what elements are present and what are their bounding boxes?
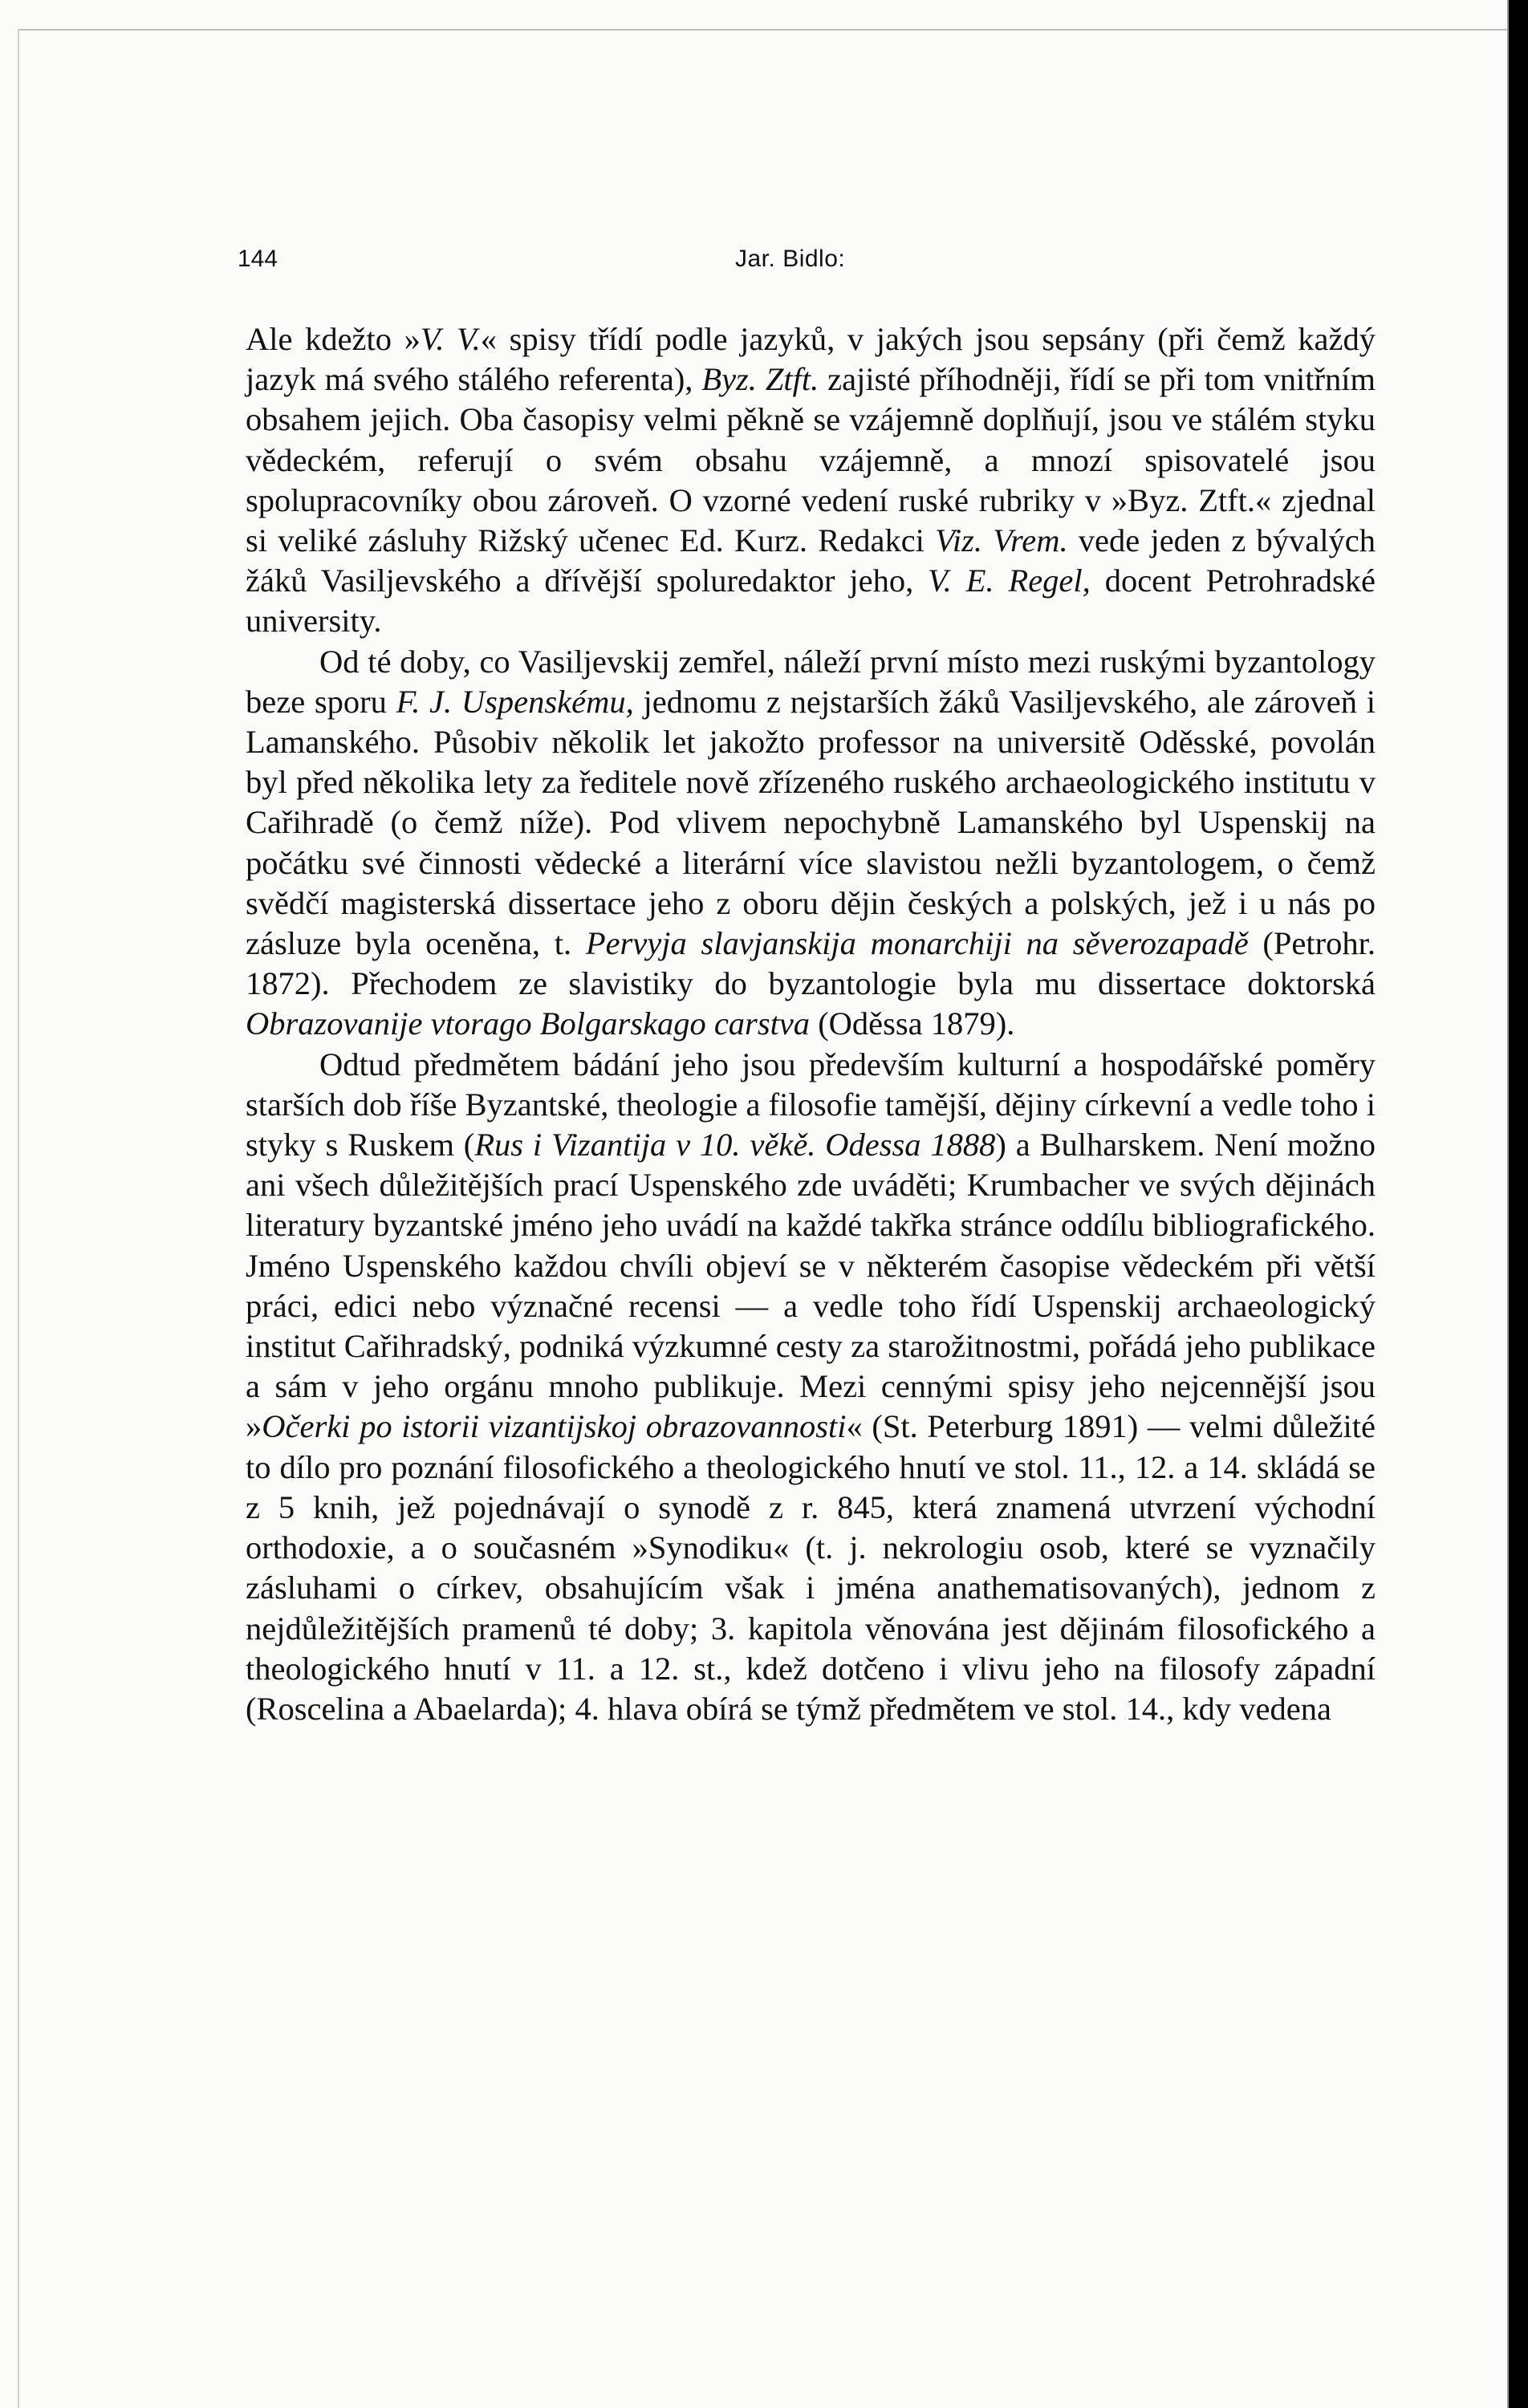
text-run: Odtud předmětem bádání jeho jsou především kulturní a hospodářské poměry starších dob říše Byzantské, theologie a filosofie tamější, dějiny církevní a vedle toho i styky s Ruskem ( <box>246 1046 1376 1163</box>
text-run: vede jeden z bývalých žáků Vasiljevského a dřívější spoluredaktor jeho, <box>246 522 1376 599</box>
italic-title: Rus i Vizantija v 10. věkě. Odessa 1888 <box>474 1127 996 1163</box>
paragraph <box>246 1045 1376 1729</box>
page-number: 144 <box>238 246 278 272</box>
italic-title: V. E. Regel, <box>928 562 1091 599</box>
text-run: (Oděssa 1879). <box>810 1005 1015 1042</box>
italic-title: Byz. Ztft. <box>701 361 819 398</box>
text-run: jednomu z nejstarších žáků Vasiljevského, ale zároveň i Lamanského. Působiv několik let jakožto professor na universitě Oděsské, povolán byl před několika lety za ředitele nově zřízeného ruského archaeologického institutu v Cařihradě (o čemž níže). Pod vlivem nepochybně Lamanského byl Uspenskij na počátku své činnosti vědecké a literární více slavistou nežli byzantologem, o čemž svědčí magisterská dissertace jeho z oboru dějin českých a polských, jež i u nás po zásluze byla oceněna, t. <box>246 683 1376 962</box>
paragraph <box>246 642 1376 1045</box>
text-run: ) a Bulharskem. Není možno ani všech důležitějších prací Uspenského zde uváděti; Krumbacher ve svých dějinách literatury byzantské jméno jeho uvádí na každé takřka stránce oddílu bibliografického. Jméno Uspenského každou chvíli objeví se v některém časopise vědeckém při větší práci, edici nebo význačné recensi — a vedle toho řídí Uspenskij archaeologický institut Cařihradský, podniká výzkumné cesty za starožitnostmi, pořádá jeho publikace a sám v jeho orgánu mnoho publikuje. Mezi cennými spisy jeho nejcennější jsou » <box>246 1127 1376 1445</box>
body-text <box>246 319 1376 1729</box>
text-run: Ale kdežto » <box>246 321 421 357</box>
text-run: Od té doby, co Vasiljevskij zemřel, náleží první místo mezi ruskými byzantology beze sporu <box>246 643 1376 720</box>
text-run: « spisy třídí podle jazyků, v jakých jsou sepsány (při čemž každý jazyk má svého stálého referenta), <box>246 321 1376 398</box>
page-header <box>238 246 1380 281</box>
text-run: zajisté příhodněji, řídí se při tom vnitřním obsahem jejich. Oba časopisy velmi pěkně se vzájemně doplňují, jsou ve stálém styku vědeckém, referují o svém obsahu vzájemně, a mnozí spisovatelé jsou spolupracovníky obou zároveň. O vzorné vedení ruské rubriky v »Byz. Ztft.« zjednal si veliké zásluhy Rižský učenec Ed. Kurz. Redakci <box>246 361 1376 559</box>
running-head: Jar. Bidlo: <box>735 246 846 272</box>
text-run: docent Petrohradské university. <box>246 562 1376 640</box>
text-run: « (St. Peterburg 1891) — velmi důležité to dílo pro poznání filosofického a theologického hnutí ve stol. 11., 12. a 14. skládá se z 5 knih, jež pojednávají o synodě z r. 845, která znamená utvrzení východní orthodoxie, a o současném »Synodiku« (t. j. nekrologiu osob, které se vyznačily zásluhami o církev, obsahujícím však i jména anathematisovaných), jednom z nejdůležitějších pramenů té doby; 3. kapitola věnována jest dějinám filosofického a theologického hnutí v 11. a 12. st., kdež dotčeno i vlivu jeho na filosofy západní (Roscelina a Abaelarda); 4. hlava obírá se týmž předmětem ve stol. 14., kdy vedena <box>246 1408 1376 1727</box>
text-run: (Petrohr. 1872). Přechodem ze slavistiky do byzantologie byla mu dissertace doktorská <box>246 925 1376 1002</box>
italic-title: Očerki po istorii vizantijskoj obrazovannosti <box>262 1408 847 1445</box>
italic-title: V. V. <box>420 321 481 357</box>
italic-title: Viz. Vrem. <box>935 522 1068 559</box>
paragraph <box>246 319 1376 642</box>
italic-title: Obrazovanije vtorago Bolgarskago carstva <box>246 1005 811 1042</box>
italic-title: F. J. Uspenskému, <box>396 683 634 720</box>
italic-title: Pervyja slavjanskija monarchiji na sěverozapadě <box>585 925 1249 962</box>
